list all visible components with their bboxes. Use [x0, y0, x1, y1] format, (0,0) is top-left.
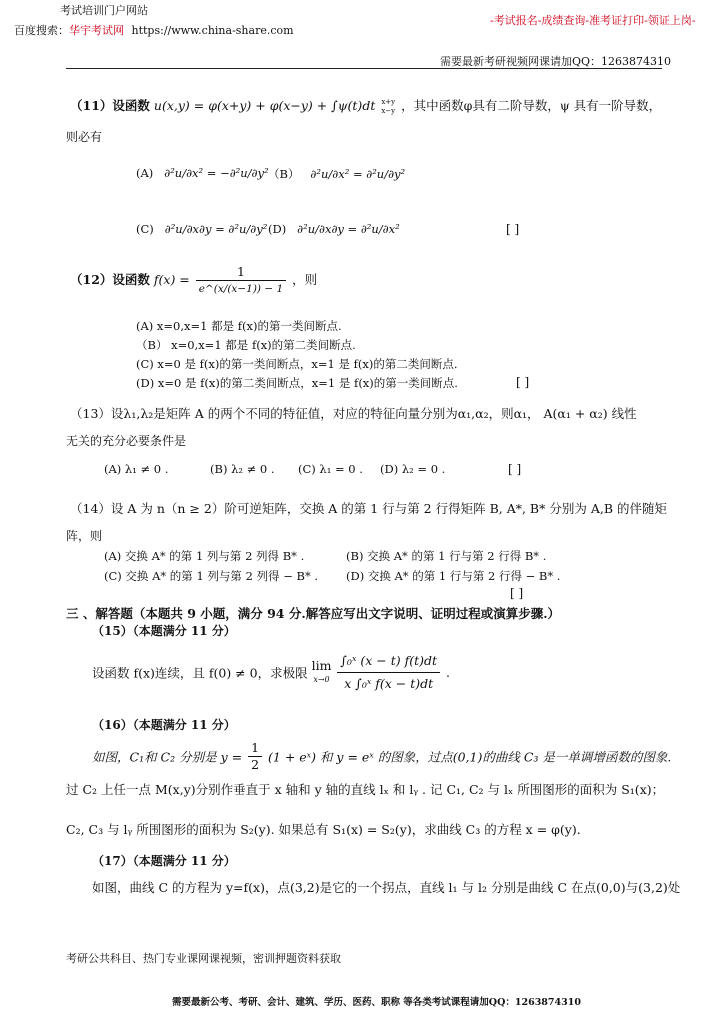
q13-stem: （13）设λ₁,λ₂是矩阵 A 的两个不同的特征值，对应的特征向量分别为α₁,α₂，则α₁， A(α₁ + α₂) 线性 — [70, 406, 637, 421]
q12-stem: （12）设函数 f(x) = $\frac{1}{e\^{}(x/(x-1)) - 1}$ ，则 — [70, 264, 318, 295]
q12-option-d[interactable]: (D) x=0 是 f(x)的第二类间断点，x=1 是 f(x)的第一类间断点. — [136, 376, 458, 390]
q11-option-b[interactable]: （B） ∂²u/∂x² = ∂²u/∂y² — [268, 167, 406, 181]
q12-option-c[interactable]: (C) x=0 是 f(x)的第一类间断点，x=1 是 f(x)的第二类间断点. — [136, 357, 458, 371]
q16-line2: 过 C₂ 上任一点 M(x,y)分别作垂直于 x 轴和 y 轴的直线 lₓ 和 lᵧ . 记 C₁, C₂ 与 lₓ 所围图形的面积为 S₁(x)； — [66, 782, 665, 797]
q12-answer-bracket[interactable]: [ ] — [516, 375, 530, 389]
q17-line1: 如图，曲线 C 的方程为 y=f(x)，点(3,2)是它的一个拐点，直线 l₁ 与 l₂ 分别是曲线 C 在点(0,0)与(3,2)处 — [92, 880, 681, 895]
q15-body: 设函数 f(x)连续，且 f(0) ≠ 0，求极限 lim x→0 $\frac{\text{∫₀ˣ (x − t) f(t)dt}}{\text{x ∫₀ˣ f(x − t)dt}}$ . — [92, 650, 450, 695]
q14-line2: 阵，则 — [66, 529, 103, 543]
top-links[interactable]: -考试报名-成绩查询-准考证打印-领证上岗- — [490, 14, 696, 27]
q11-integral-limits: x+y x−y — [381, 97, 396, 115]
q14-option-c[interactable]: (C) 交换 A* 的第 1 列与第 2 列得 − B* . — [104, 569, 319, 583]
q15-heading: （15）（本题满分 11 分） — [92, 624, 236, 638]
q13-option-c[interactable]: (C) λ₁ = 0 . — [298, 462, 363, 476]
q14-option-a[interactable]: (A) 交换 A* 的第 1 列与第 2 列得 B* . — [104, 549, 305, 563]
q12-fraction: $\frac{1}{e\^{}(x/(x-1)) - 1}$ — [196, 264, 286, 297]
q15-fraction: $\frac{\text{∫₀ˣ (x − t) f(t)dt}}{\text{x ∫₀ˣ f(x − t)dt}}$ — [337, 650, 440, 695]
search-label: 百度搜索： — [14, 24, 69, 37]
q11-option-c[interactable]: (C) ∂²u/∂x∂y = ∂²u/∂y² — [136, 222, 268, 236]
q14-option-d[interactable]: (D) 交换 A* 的第 1 行与第 2 行得 − B* . — [346, 569, 561, 583]
section-3-title: 三 、解答题（本题共 9 小题，满分 94 分.解答应写出文字说明、证明过程或演算步骤.） — [66, 606, 561, 621]
q15-limit: lim x→0 — [311, 657, 332, 684]
header-divider — [66, 68, 662, 69]
q11-answer-bracket[interactable]: [ ] — [506, 222, 520, 236]
q16-half-fraction: $\frac{1}{2}$ — [248, 740, 262, 773]
q14-option-b[interactable]: (B) 交换 A* 的第 1 行与第 2 行得 B* . — [346, 549, 547, 563]
q14-answer-bracket[interactable]: [ ] — [510, 586, 524, 600]
q12-option-a[interactable]: (A) x=0,x=1 都是 f(x)的第一类间断点. — [136, 319, 342, 333]
q11-formula: u(x,y) = φ(x+y) + φ(x−y) + ∫ψ(t)dt — [153, 98, 376, 113]
q13-line2: 无关的充分必要条件是 — [66, 434, 187, 448]
header-qq-note: 需要最新考研视频网课请加QQ：1263874310 — [440, 55, 672, 68]
q16-heading: （16）（本题满分 11 分） — [92, 718, 236, 732]
site-url-link[interactable]: https://www.china-share.com — [131, 24, 294, 37]
q12-option-b[interactable]: （B） x=0,x=1 都是 f(x)的第二类间断点. — [136, 338, 356, 352]
q13-option-d[interactable]: (D) λ₂ = 0 . — [380, 462, 446, 476]
site-name-link[interactable]: 华宇考试网 — [69, 24, 124, 37]
footer-note: 考研公共科目、热门专业课网课视频，密训押题资料获取 — [66, 952, 341, 965]
q17-heading: （17）（本题满分 11 分） — [92, 854, 236, 868]
site-title: 考试培训门户网站 — [60, 4, 148, 17]
q11-option-d[interactable]: (D) ∂²u/∂x∂y = ∂²u/∂x² — [268, 222, 400, 236]
q14-stem: （14）设 A 为 n（n ≥ 2）阶可逆矩阵，交换 A 的第 1 行与第 2 行得矩阵 B, A*, B* 分别为 A,B 的伴随矩 — [70, 501, 667, 516]
q11-stem: （11）设函数 u(x,y) = φ(x+y) + φ(x−y) + ∫ψ(t)dt x+y x−y ，其中函数φ具有二阶导数，ψ 具有一阶导数， — [70, 97, 662, 115]
q13-answer-bracket[interactable]: [ ] — [508, 462, 522, 476]
q11-option-a[interactable]: (A) ∂²u/∂x² = −∂²u/∂y² — [136, 166, 269, 180]
search-hint — [14, 22, 294, 38]
q13-option-a[interactable]: (A) λ₁ ≠ 0 . — [104, 462, 169, 476]
q13-option-b[interactable]: (B) λ₂ ≠ 0 . — [210, 462, 275, 476]
q16-line1: 如图，C₁和 C₂ 分别是 y = $\frac{1}{2}$ (1 + eˣ) 和 y = eˣ 的图象，过点(0,1)的曲线 C₃ 是一单调增函数的图象. — [92, 740, 672, 772]
footer-bottom: 需要最新公考、考研、会计、建筑、学历、医药、职称 等各类考试课程请加QQ：1263874310 — [172, 997, 581, 1008]
q11-line2: 则必有 — [66, 130, 103, 144]
q16-line3: C₂, C₃ 与 lᵧ 所围图形的面积为 S₂(y). 如果总有 S₁(x) = S₂(y)，求曲线 C₃ 的方程 x = φ(y). — [66, 822, 581, 837]
